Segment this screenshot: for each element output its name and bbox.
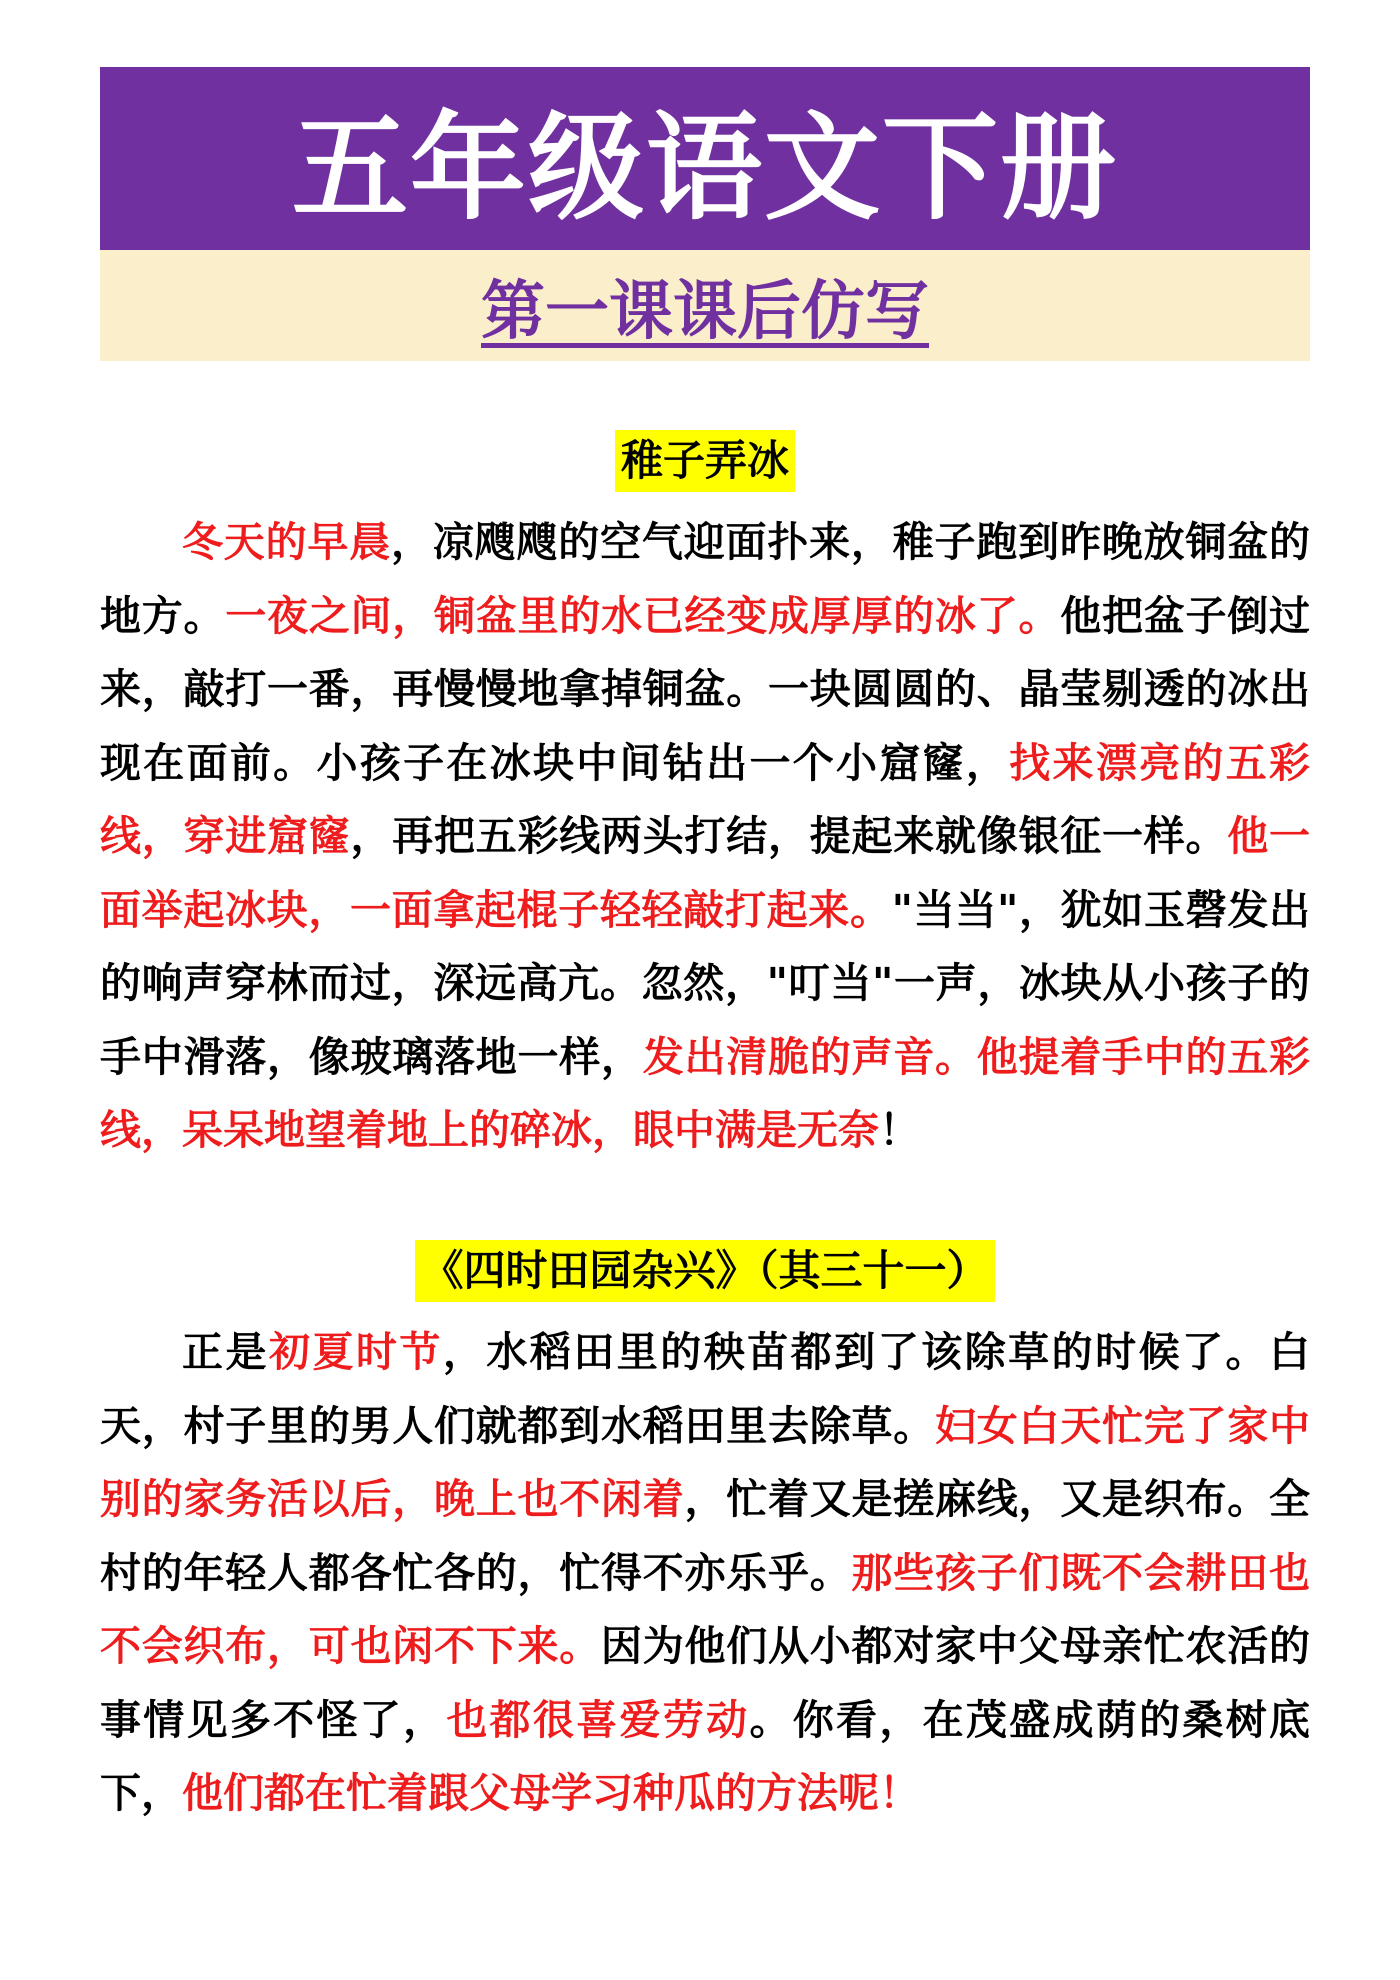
emphasis-text: 找来漂亮的五彩线，穿进窟窿: [100, 738, 1311, 860]
section-heading: 稚子弄冰: [615, 430, 795, 492]
body-text: 正是: [182, 1328, 269, 1376]
section-heading: 《四时田园杂兴》（其三十一）: [415, 1240, 994, 1302]
body-text: 。你看，在茂盛成荫的桑树底下，: [100, 1695, 1311, 1817]
emphasis-text: 也都很喜爱劳动: [446, 1695, 750, 1744]
body-text: 因为他们从小都对家中父母亲忙农活的事情见多不怪了，: [100, 1622, 1310, 1744]
emphasis-text: 他一面举起冰块，一面拿起棍子轻轻敲打起来。: [100, 812, 1310, 934]
title-banner: [100, 67, 1310, 250]
section-zhizi-nongbing: [100, 430, 1310, 1168]
section-sishi-tianyuan: [100, 1240, 1310, 1831]
emphasis-text: 那些孩子们既不会耕田也不会织布，可也闲不下来。: [100, 1548, 1310, 1670]
section-paragraph: [100, 1316, 1310, 1831]
body-text: ，水稻田里的秧苗都到了该除草的时候了。白天，村子里的男人们就都到水稻田里去除草。: [100, 1328, 1311, 1450]
emphasis-text: 一夜之间，铜盆里的水已经变成厚厚的冰了。: [225, 591, 1061, 640]
emphasis-text: 冬天的早晨: [182, 518, 392, 566]
emphasis-text: 发出清脆的声音。他提着手中的五彩线，呆呆地望着地上的碎冰，眼中满是无奈: [100, 1032, 1310, 1154]
body-text: ，凉飕飕的空气迎面扑来，稚子跑到昨晚放铜盆的地方。: [100, 518, 1311, 640]
section-paragraph: [100, 506, 1310, 1168]
page-subtitle: 第一课课后仿写: [481, 274, 929, 349]
page-title: 五年级语文下册: [292, 101, 1118, 236]
body-text: 他把盆子倒过来，敲打一番，再慢慢地拿掉铜盆。一块圆圆的、晶莹剔透的冰出现在面前。小孩子在冰块中间钻出一个小窟窿，: [100, 591, 1310, 787]
body-text: ！: [879, 1106, 920, 1154]
emphasis-text: 妇女白天忙完了家中别的家务活以后，晚上也不闲着: [100, 1401, 1310, 1523]
body-text: ，再把五彩线两头打结，提起来就像银征一样。: [350, 812, 1228, 860]
emphasis-text: 初夏时节: [268, 1328, 443, 1376]
body-text: ，忙着又是搓麻线，又是织布。全村的年轻人都各忙各的，忙得不亦乐乎。: [100, 1475, 1310, 1597]
subtitle-band: [100, 250, 1310, 361]
body-text: "当当"，犹如玉磬发出的响声穿林而过，深远高亢。忽然，"叮当"一声，冰块从小孩子的手中滑落，像玻璃落地一样，: [100, 885, 1310, 1081]
emphasis-text: 他们都在忙着跟父母学习种瓜的方法呢！: [182, 1769, 920, 1817]
